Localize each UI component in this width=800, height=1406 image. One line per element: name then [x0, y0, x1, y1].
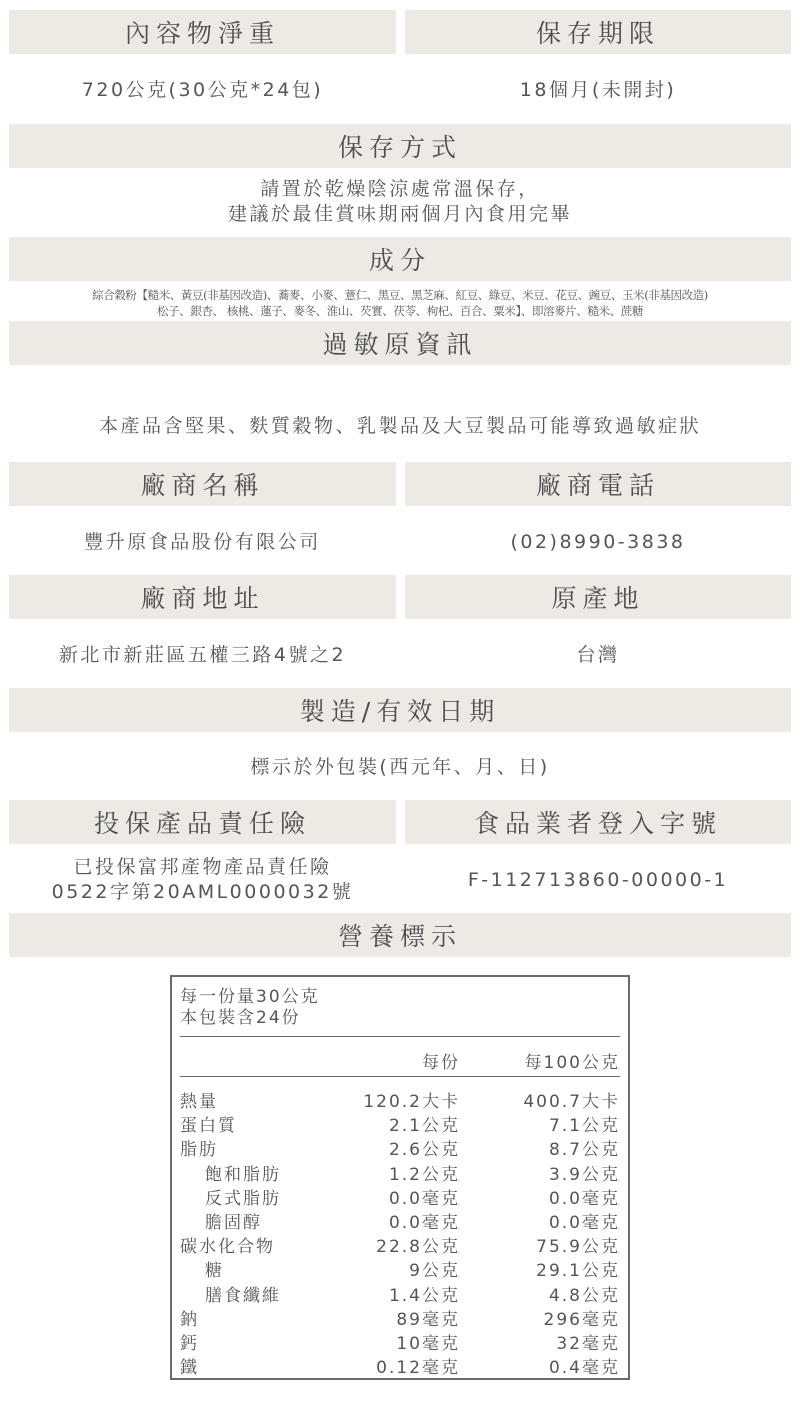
- storage-header: 保存方式: [9, 124, 791, 168]
- per-100g-value: 3.9公克: [548, 1164, 620, 1185]
- nutrition-rows: [180, 1087, 620, 1377]
- insurance-line-2: 0522字第20AML0000032號: [51, 881, 354, 903]
- allergen-value: 本產品含堅果、麩質穀物、乳製品及大豆製品可能導致過敏症狀: [98, 414, 701, 437]
- col-per-serving: 每份: [422, 1053, 460, 1073]
- per-serving-value: 22.8公克: [376, 1237, 460, 1258]
- storage-line-2: 建議於最佳賞味期兩個月內食用完畢: [227, 203, 572, 225]
- per-100g-value: 0.0毫克: [548, 1188, 620, 1209]
- per-100g-value: 29.1公克: [536, 1261, 620, 1282]
- net-weight-header: 內容物淨重: [9, 10, 396, 54]
- nutrient-name: 鈣: [180, 1333, 199, 1354]
- per-100g-value: 75.9公克: [536, 1237, 620, 1258]
- per-serving-value: 89毫克: [396, 1309, 460, 1330]
- nutrient-name: 膳食纖維: [205, 1285, 281, 1306]
- nutrition-row: [180, 1184, 620, 1208]
- nutrition-header: 營養標示: [9, 913, 791, 957]
- origin-header: 原產地: [405, 575, 791, 619]
- maker-name-value: 豐升原食品股份有限公司: [84, 530, 321, 553]
- registration-header: 食品業者登入字號: [405, 800, 791, 844]
- nutrition-row: [180, 1329, 620, 1353]
- ingredients-header: 成分: [9, 237, 791, 281]
- per-serving-value: 2.6公克: [388, 1140, 460, 1161]
- per-serving-value: 0.12毫克: [376, 1358, 460, 1379]
- insurance-header: 投保產品責任險: [9, 800, 396, 844]
- nutrition-row: [180, 1208, 620, 1232]
- table-rule-mid: [180, 1076, 620, 1077]
- nutrient-name: 碳水化合物: [180, 1237, 275, 1258]
- nutrient-name: 鈉: [180, 1309, 199, 1330]
- maker-name-header: 廠商名稱: [9, 462, 396, 506]
- per-serving-value: 0.0毫克: [388, 1188, 460, 1209]
- per-serving-value: 2.1公克: [388, 1116, 460, 1137]
- nutrition-row: [180, 1232, 620, 1256]
- per-100g-value: 4.8公克: [548, 1285, 620, 1306]
- allergen-header: 過敏原資訊: [9, 321, 791, 365]
- per-100g-value: 296毫克: [543, 1309, 620, 1330]
- col-per-100g: 每100公克: [524, 1053, 620, 1073]
- per-100g-value: 7.1公克: [548, 1116, 620, 1137]
- nutrition-table: [170, 975, 630, 1380]
- origin-value: 台灣: [576, 643, 620, 666]
- nutrient-name: 飽和脂肪: [205, 1164, 281, 1185]
- per-serving-value: 0.0毫克: [388, 1212, 460, 1233]
- nutrition-row: [180, 1353, 620, 1377]
- nutrient-name: 脂肪: [180, 1140, 218, 1161]
- per-serving-value: 10毫克: [396, 1333, 460, 1354]
- nutrient-name: 膽固醇: [205, 1212, 262, 1233]
- maker-phone-value: (02)8990-3838: [510, 530, 686, 553]
- servings-per-package: 本包裝含24份: [180, 1008, 301, 1028]
- date-value: 標示於外包裝(西元年、月、日): [250, 755, 550, 778]
- nutrient-name: 鐵: [180, 1358, 199, 1379]
- nutrition-row: [180, 1160, 620, 1184]
- table-rule-top: [180, 1036, 620, 1037]
- nutrition-row: [180, 1281, 620, 1305]
- per-serving-value: 120.2大卡: [363, 1092, 460, 1112]
- nutrient-name: 蛋白質: [180, 1116, 237, 1137]
- serving-size: 每一份量30公克: [180, 987, 320, 1007]
- insurance-line-1: 已投保富邦產物產品責任險: [73, 856, 332, 879]
- nutrient-name: 糖: [205, 1261, 224, 1282]
- serving-info: [180, 987, 320, 1029]
- nutrition-row: [180, 1111, 620, 1135]
- insurance-value: [9, 852, 396, 908]
- per-serving-value: 1.2公克: [388, 1164, 460, 1185]
- nutrient-name: 熱量: [180, 1092, 218, 1112]
- ingredients-line-1: 綜合穀粉【糙米、黃豆(非基因改造)、蕎麥、小麥、薏仁、黑豆、黑芝麻、紅豆、綠豆、米豆、花豆、豌豆、玉米(非基因改造): [92, 288, 708, 302]
- per-serving-value: 9公克: [409, 1261, 460, 1282]
- ingredients-line-2: 松子、銀杏、 核桃、蓮子、麥冬、淮山、芡實、茯苓、枸杞、百合、粟米】、即溶麥片、糙米、蔗糖: [157, 304, 643, 318]
- per-100g-value: 0.0毫克: [548, 1212, 620, 1233]
- nutrition-row: [180, 1305, 620, 1329]
- date-header: 製造/有效日期: [9, 688, 791, 732]
- storage-value: [9, 174, 791, 230]
- maker-address-header: 廠商地址: [9, 575, 396, 619]
- per-100g-value: 400.7大卡: [523, 1092, 620, 1112]
- nutrient-name: 反式脂肪: [205, 1188, 281, 1209]
- shelf-life-header: 保存期限: [405, 10, 791, 54]
- registration-value: F-112713860-00000-1: [467, 868, 729, 891]
- per-100g-value: 0.4毫克: [548, 1358, 620, 1379]
- nutrition-row: [180, 1135, 620, 1159]
- per-serving-value: 1.4公克: [388, 1285, 460, 1306]
- nutrition-row: [180, 1256, 620, 1280]
- storage-line-1: 請置於乾燥陰涼處常溫保存，: [260, 178, 540, 201]
- per-100g-value: 32毫克: [556, 1333, 620, 1354]
- maker-address-value: 新北市新莊區五權三路4號之2: [58, 643, 347, 666]
- maker-phone-header: 廠商電話: [405, 462, 791, 506]
- shelf-life-value: 18個月(未開封): [519, 78, 677, 101]
- per-100g-value: 8.7公克: [548, 1140, 620, 1161]
- nutrition-row: [180, 1087, 620, 1111]
- net-weight-value: 720公克(30公克*24包): [81, 78, 324, 101]
